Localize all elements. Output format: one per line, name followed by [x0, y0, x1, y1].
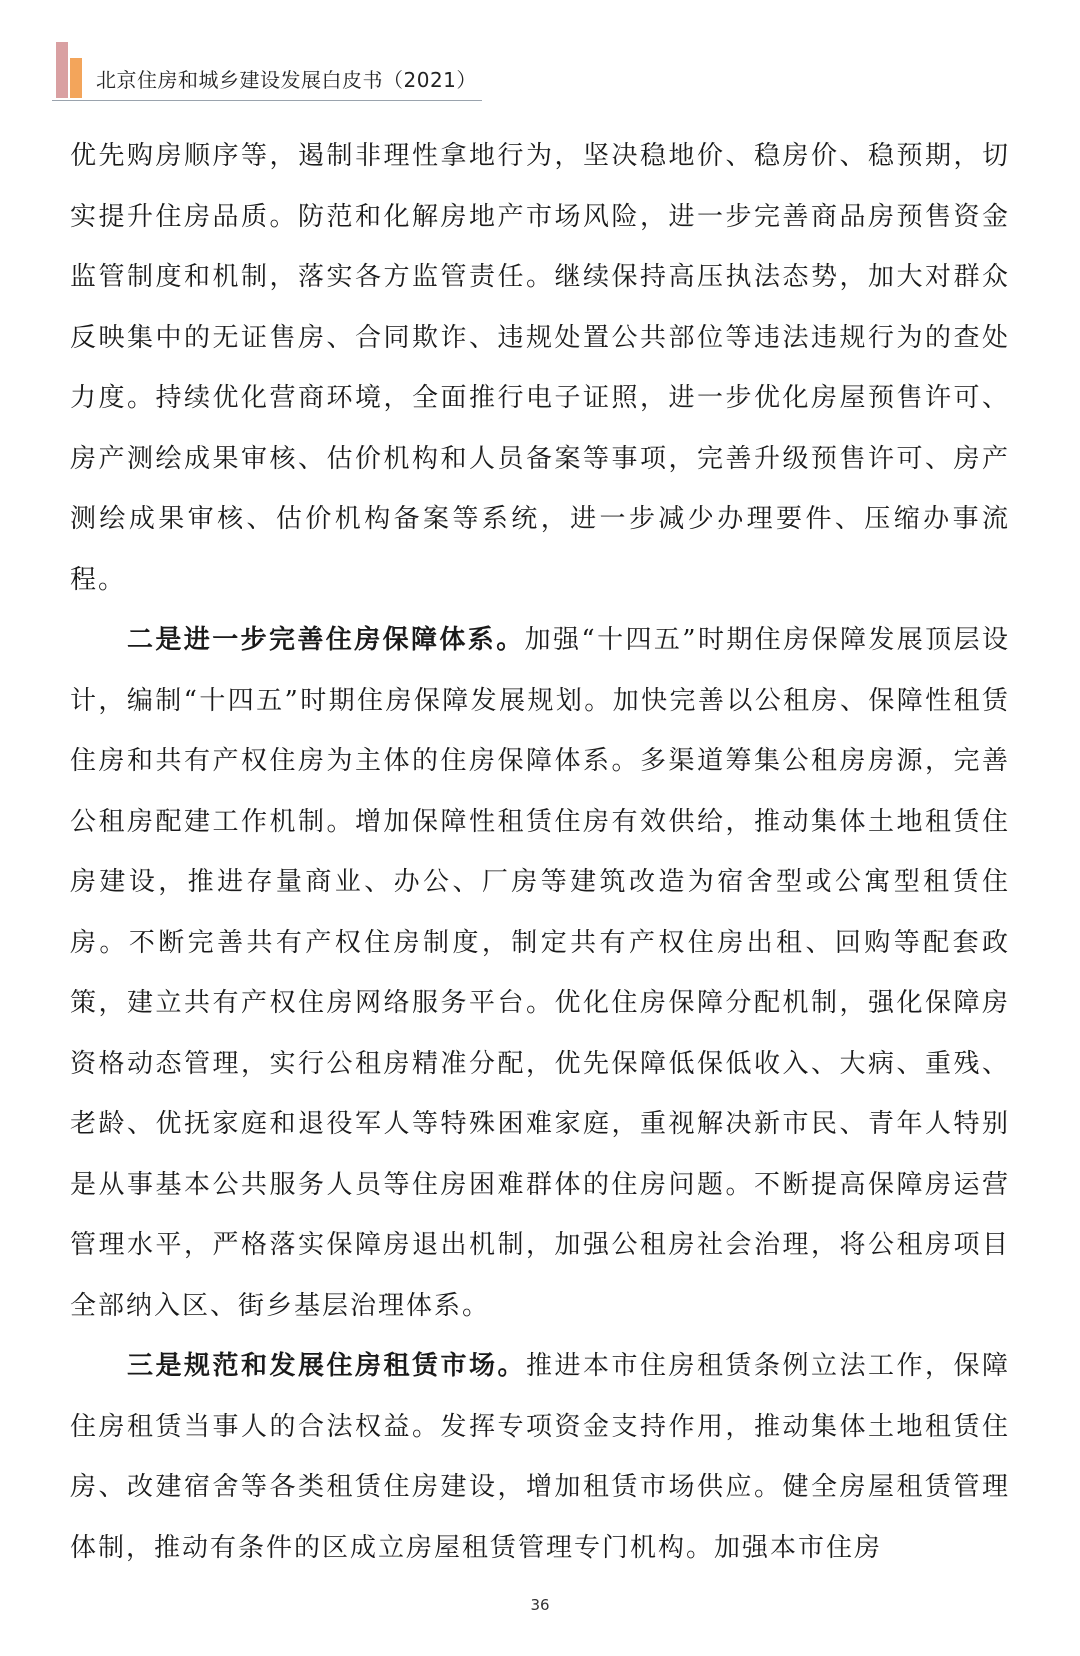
header-rule [52, 100, 482, 101]
header-title: 北京住房和城乡建设发展白皮书（2021） [96, 68, 477, 92]
paragraph-3 [70, 1336, 1010, 1578]
page-header [52, 42, 652, 104]
paragraph-2 [70, 610, 1010, 1336]
paragraph-2-lead: 二是进一步完善住房保障体系。 [127, 625, 525, 655]
body-text [70, 126, 1010, 1578]
paragraph-2-text: 加强“十四五”时期住房保障发展顶层设计，编制“十四五”时期住房保障发展规划。加快完善以公租房、保障性租赁住房和共有产权住房为主体的住房保障体系。多渠道筹集公租房房源，完善公租房配建工作机制。增加保障性租赁住房有效供给，推动集体土地租赁住房建设，推进存量商业、办公、厂房等建筑改造为宿舍型或公寓型租赁住房。不断完善共有产权住房制度，制定共有产权住房出租、回购等配套政策，建立共有产权住房网络服务平台。优化住房保障分配机制，强化保障房资格动态管理，实行公租房精准分配，优先保障低保低收入、大病、重残、老龄、优抚家庭和退役军人等特殊困难家庭，重视解决新市民、青年人特别是从事基本公共服务人员等住房困难群体的住房问题。不断提高保障房运营管理水平，严格落实保障房退出机制，加强公租房社会治理，将公租房项目全部纳入区、街乡基层治理体系。 [70, 625, 1010, 1321]
header-decoration-bar-pink [56, 42, 68, 98]
paragraph-1 [70, 126, 1010, 610]
paragraph-1-text: 优先购房顺序等，遏制非理性拿地行为，坚决稳地价、稳房价、稳预期，切实提升住房品质。防范和化解房地产市场风险，进一步完善商品房预售资金监管制度和机制，落实各方监管责任。继续保持高压执法态势，加大对群众反映集中的无证售房、合同欺诈、违规处置公共部位等违法违规行为的查处力度。持续优化营商环境，全面推行电子证照，进一步优化房屋预售许可、房产测绘成果审核、估价机构和人员备案等事项，完善升级预售许可、房产测绘成果审核、估价机构备案等系统，进一步减少办理要件、压缩办事流程。 [70, 141, 1010, 595]
page-number: 36 [530, 1596, 550, 1614]
header-decoration-bar-orange [70, 58, 82, 98]
paragraph-3-text: 推进本市住房租赁条例立法工作，保障住房租赁当事人的合法权益。发挥专项资金支持作用，推动集体土地租赁住房、改建宿舍等各类租赁住房建设，增加租赁市场供应。健全房屋租赁管理体制，推动有条件的区成立房屋租赁管理专门机构。加强本市住房 [70, 1351, 1010, 1563]
paragraph-3-lead: 三是规范和发展住房租赁市场。 [127, 1351, 526, 1381]
